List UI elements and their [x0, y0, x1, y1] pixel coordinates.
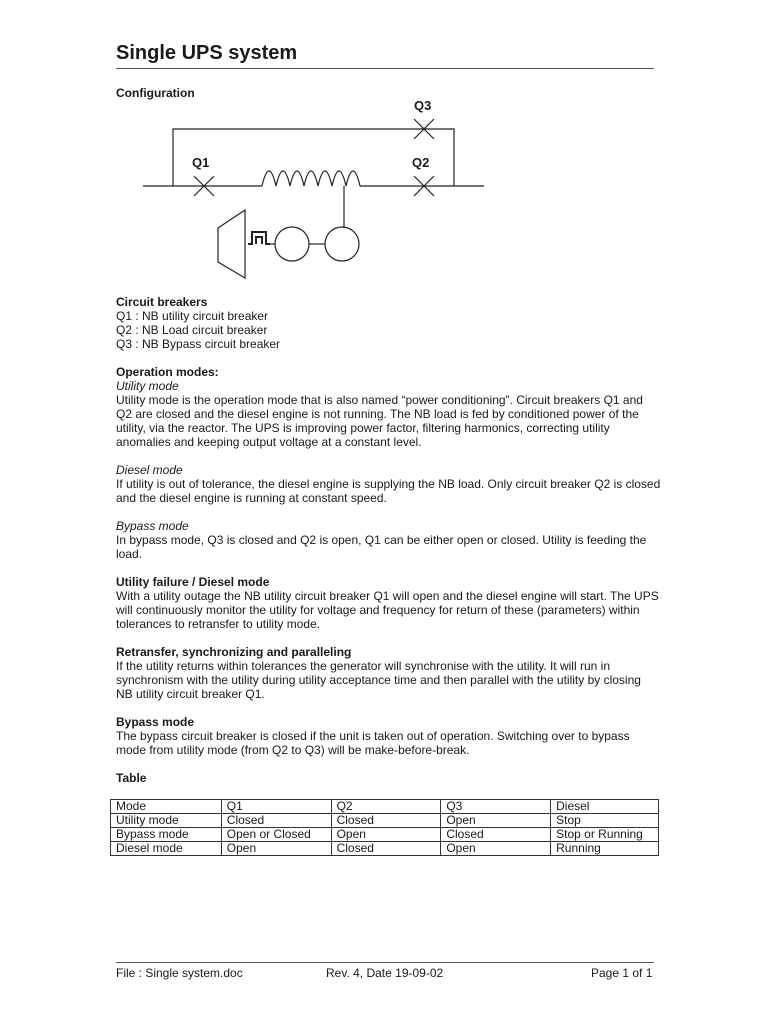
retransfer-heading: Retransfer, synchronizing and paralleling: [116, 645, 352, 659]
table-cell: Open: [221, 842, 331, 856]
label-q2: Q2: [412, 155, 430, 170]
bypass-section-heading: Bypass mode: [116, 715, 195, 729]
retransfer-text: If the utility returns within tolerances the generator will synchronise with the utility. It will run in synchronism with the utility during utility acceptance time and then parallel with the utility by closing NB utility circuit breaker Q1.: [116, 659, 641, 702]
table-heading: Table: [116, 771, 147, 785]
diesel-mode-title: Diesel mode: [116, 463, 183, 477]
table-row: [111, 800, 659, 814]
table-cell: Open: [331, 828, 441, 842]
table-cell: Q3: [441, 800, 551, 814]
motor-circle: [325, 227, 359, 261]
utility-failure-heading: Utility failure / Diesel mode: [116, 575, 270, 589]
utility-mode-title: Utility mode: [116, 379, 179, 393]
table-cell: Open: [441, 814, 551, 828]
table-cell: Diesel: [551, 800, 659, 814]
table-cell: Closed: [221, 814, 331, 828]
table-row: [111, 828, 659, 842]
circuit-breakers-heading: Circuit breakers: [116, 295, 208, 309]
footer-divider: [116, 962, 654, 963]
table-cell: Running: [551, 842, 659, 856]
utility-mode-text: Utility mode is the operation mode that is also named “power conditioning”. Circuit breakers Q1 and Q2 are closed and the diesel engine is not running. The NB load is fed by conditioned power of the utility, via the reactor. The UPS is improving power factor, filtering harmonics, correcting utility anomalies and keeping output voltage at a constant level.: [116, 393, 643, 450]
breaker-q1: Q1 : NB utility circuit breaker: [116, 309, 269, 323]
table-cell: Utility mode: [111, 814, 222, 828]
table-cell: Stop or Running: [551, 828, 659, 842]
table-row: [111, 814, 659, 828]
breaker-q2: Q2 : NB Load circuit breaker: [116, 323, 268, 337]
footer-page: Page 1 of 1: [591, 966, 653, 980]
table-cell: Bypass mode: [111, 828, 222, 842]
footer-file: File : Single system.doc: [116, 966, 243, 980]
diesel-mode-text: If utility is out of tolerance, the diesel engine is supplying the NB load. Only circuit breaker Q2 is closed and the diesel engine is running at constant speed.: [116, 477, 661, 506]
label-q1: Q1: [192, 155, 210, 170]
bypass-section-text: The bypass circuit breaker is closed if the unit is taken out of operation. Switching over to bypass mode from utility mode (from Q2 to Q3) will be make-before-break.: [116, 729, 630, 758]
table-cell: Open: [441, 842, 551, 856]
label-q3: Q3: [414, 98, 432, 113]
reactor-coil: [262, 171, 360, 186]
title-divider: [116, 68, 654, 69]
bypass-mode-title: Bypass mode: [116, 519, 189, 533]
ups-configuration-diagram: [0, 90, 768, 290]
table-cell: Q2: [331, 800, 441, 814]
breaker-q3: Q3 : NB Bypass circuit breaker: [116, 337, 281, 351]
table-cell: Q1: [221, 800, 331, 814]
operation-modes-heading: Operation modes:: [116, 365, 219, 379]
table-cell: Mode: [111, 800, 222, 814]
table-cell: Stop: [551, 814, 659, 828]
page-title: Single UPS system: [116, 42, 298, 64]
table-cell: Closed: [331, 842, 441, 856]
table-row: [111, 842, 659, 856]
generator-circle: [275, 227, 309, 261]
clutch-symbol-inner: [256, 237, 262, 244]
bypass-mode-text: In bypass mode, Q3 is closed and Q2 is open, Q1 can be either open or closed. Utility is feeding the load.: [116, 533, 647, 562]
utility-failure-text: With a utility outage the NB utility circuit breaker Q1 will open and the diesel engine will start. The UPS will continuously monitor the utility for voltage and frequency for return of these (parameters) within tolerances to retransfer to utility mode.: [116, 589, 659, 632]
modes-table: [110, 799, 659, 856]
table-cell: Diesel mode: [111, 842, 222, 856]
configuration-heading: Configuration: [116, 86, 195, 100]
table-cell: Closed: [331, 814, 441, 828]
footer-revision: Rev. 4, Date 19-09-02: [326, 966, 444, 980]
table-cell: Closed: [441, 828, 551, 842]
table-cell: Open or Closed: [221, 828, 331, 842]
diesel-engine-symbol: [218, 210, 245, 278]
